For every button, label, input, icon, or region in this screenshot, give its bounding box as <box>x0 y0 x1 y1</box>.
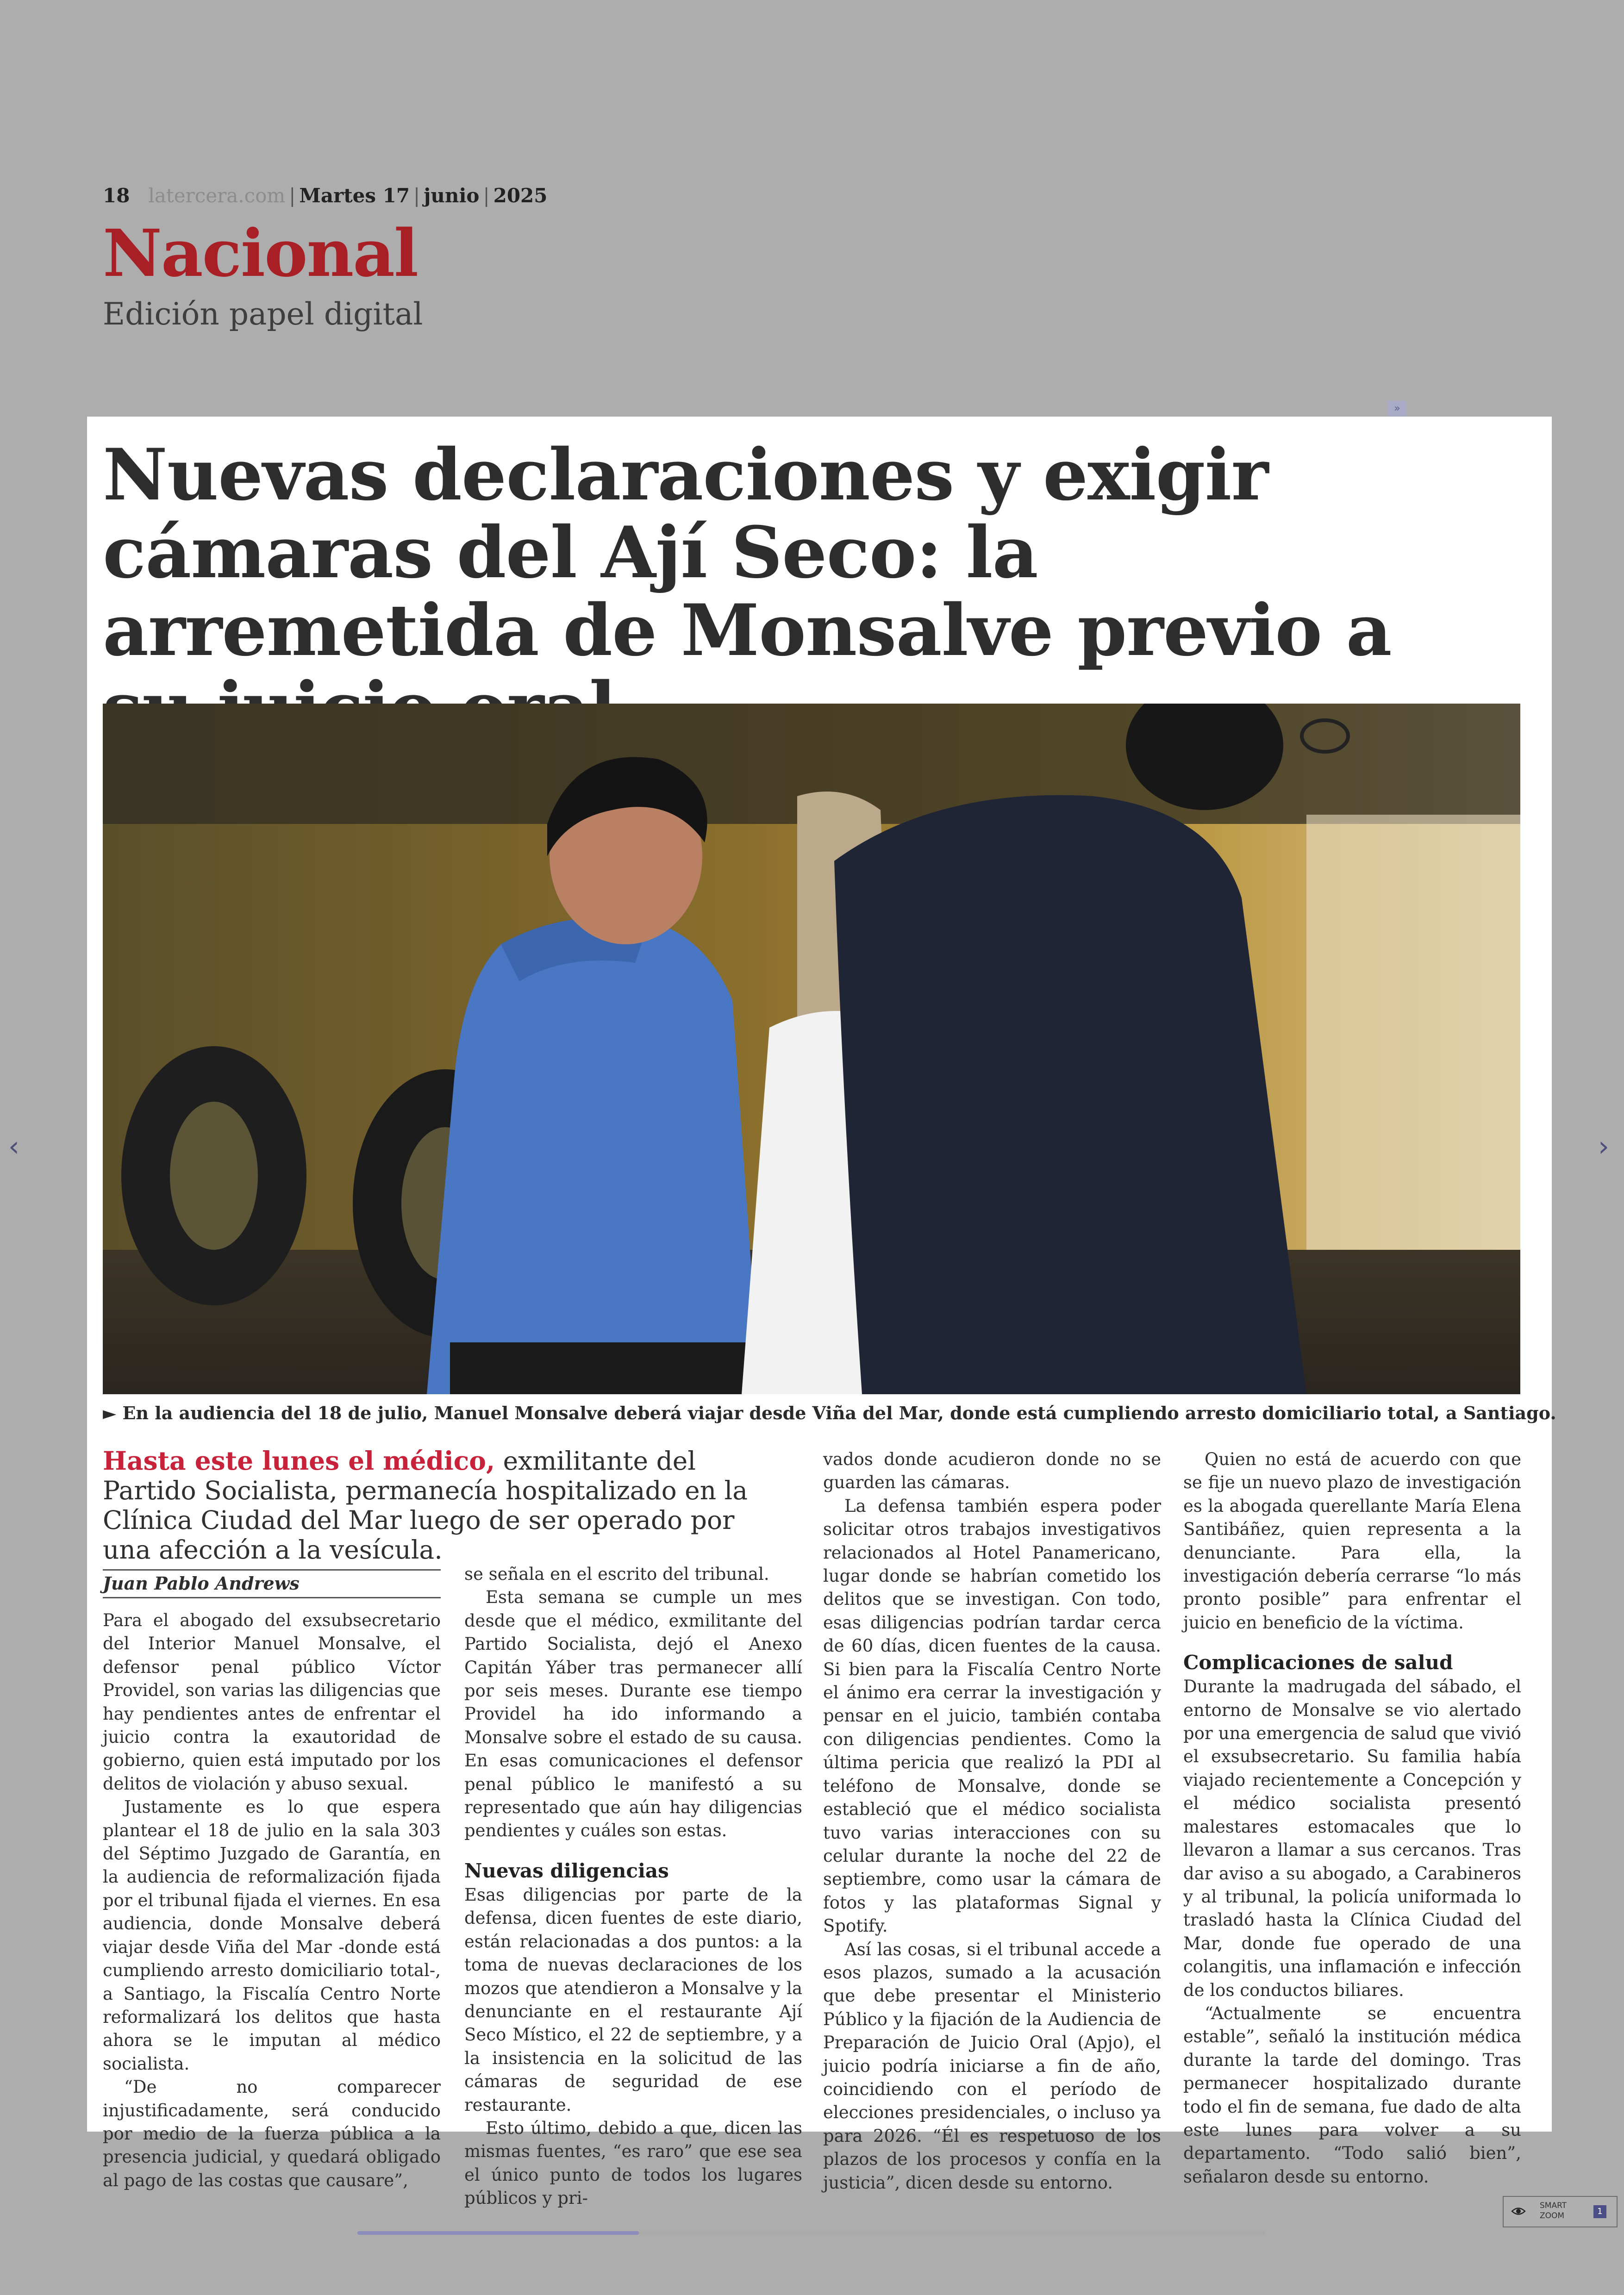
year: 2025 <box>493 184 548 207</box>
article-column-2 <box>464 1563 802 2210</box>
headline: Nuevas declaraciones y exigir cámaras del Ají Seco: la arremetida de Monsalve previo a <box>103 433 1392 672</box>
paragraph: “De no comparecer injustificadamente, será conducido por medio de la fuerza pública a la presencia judicial, y quedará obligado al pago de las costas que causare”, <box>103 2077 441 2190</box>
photo-caption: ► En la audiencia del 18 de julio, Manuel Monsalve deberá viajar desde Viña del Mar, donde está cumpliendo arresto domiciliario total, a Santiago. <box>103 1403 1556 1423</box>
paragraph: se señala en el escrito del tribunal. <box>464 1564 769 1584</box>
paragraph: Esto último, debido a que, dicen las mismas fuentes, “es raro” que ese sea el único punto de todos los lugares públicos y pri- <box>464 2118 802 2208</box>
lead-highlight: Hasta este lunes el médico, <box>103 1446 495 1476</box>
photo-illustration <box>103 704 1520 1394</box>
paragraph: Quien no está de acuerdo con que se fije un nuevo plazo de investigación es la abogada querellante María Elena Santibáñez, quien representa a la denunciante. Para ella, la investigación debería cerrarse “lo más pronto posible” para enfrentar el juicio en beneficio de la víctima. <box>1183 1449 1521 1633</box>
article-column-1 <box>103 1609 441 2192</box>
eye-icon <box>1511 2204 1526 2218</box>
smart-zoom-button[interactable] <box>1503 2196 1618 2227</box>
article-photo <box>103 704 1520 1394</box>
byline-rule-bottom <box>103 1597 441 1598</box>
byline: Juan Pablo Andrews <box>103 1573 300 1594</box>
byline-rule-top <box>103 1569 441 1571</box>
subheading-nuevas-diligencias: Nuevas diligencias <box>464 1859 669 1882</box>
article-column-3 <box>823 1448 1161 2195</box>
progress-fill <box>357 2231 639 2235</box>
zoom-label-line-1: SMART <box>1540 2201 1567 2210</box>
zoom-label-line-2: ZOOM <box>1540 2211 1565 2220</box>
paragraph: Esas diligencias por parte de la defensa, dicen fuentes de este diario, están relacionadas a dos puntos: a la toma de nuevas declaraciones de los mozos que atendieron a Monsalve y la denunciante en el restaurante Ají Seco Místico, el 22 de septiembre, y a la insistencia en la solicitud de las cámaras de seguridad de ese restaurante. <box>464 1884 802 2115</box>
article-column-4 <box>1183 1448 1521 2189</box>
page-header <box>103 184 548 207</box>
page-indicator-badge: 1 <box>1593 2205 1606 2218</box>
paragraph: Esta semana se cumple un mes desde que el médico, exmilitante del Partido Socialista, dejó el Anexo Capitán Yáber tras permanecer allí por seis meses. Durante ese tiempo Providel ha ido informando a Monsalve sobre el estado de su causa. En esas comunicaciones el defensor penal público le manifestó a su representado que aún hay diligencias pendientes y cuáles son estas. <box>464 1587 802 1841</box>
paragraph: Durante la madrugada del sábado, el entorno de Monsalve se vio alertado por una emergencia de salud que vivió el exsubsecretario. Su familia había viajado recientemente a Concepción y el médico socialista presentó malestares estomacales que lo llevaron a llamar a sus cercanos. Tras dar aviso a su abogado, a Carabineros y al tribunal, la policía uniformada lo trasladó hasta la Clínica Ciudad del Mar, donde fue operado de una colangitis, una inflamación e infección de los conductos biliares. <box>1183 1677 1521 2000</box>
section-title: Nacional <box>103 216 418 292</box>
smart-zoom-label <box>1540 2201 1567 2221</box>
paragraph: Justamente es lo que espera plantear el 18 de julio en la sala 303 del Séptimo Juzgado de Garantía, en la audiencia de reformalización fijada por el tribunal fijada el viernes. En esa audiencia, donde Monsalve deberá viajar desde Viña del Mar -donde está cumpliendo arresto domiciliario total-, a Santiago, la Fiscalía Centro Norte reformalizará los delitos que hasta ahora se le imputan al médico socialista. <box>103 1797 441 2074</box>
lead-text: exmilitante del Partido Socialista, permanecía hospitalizado en la Clínica Ciudad del Mar luego de ser operado por una afección a la vesícula. <box>103 1446 748 1565</box>
prev-page-chevron-left-icon[interactable]: ‹ <box>8 1130 19 1163</box>
site-name: latercera.com <box>148 184 286 207</box>
paragraph: Así las cosas, si el tribunal accede a esos plazos, sumado a la acusación que debe presentar el Ministerio Público y la fijación de la Audiencia de Preparación de Juicio Oral (Apjo), el juicio podría iniciarse a fin de año, coincidiendo con el período de elecciones presidenciales, o incluso ya para 2026. “Él es respetuoso de los plazos de los procesos y confía en la justicia”, dicen desde su entorno. <box>823 1939 1161 2193</box>
edition-label: Edición papel digital <box>103 296 423 332</box>
next-page-chevron-right-icon[interactable]: › <box>1598 1130 1609 1163</box>
article-sheet <box>87 417 1556 2208</box>
paragraph: vados donde acudieron donde no se guarden las cámaras. <box>823 1449 1161 1493</box>
article-lead <box>103 1446 751 1565</box>
page-progress-bar[interactable] <box>357 2231 1265 2235</box>
paragraph: La defensa también espera poder solicitar otros trabajos investigativos relacionados al Hotel Panamericano, lugar donde se habrían cometido los delitos que se investigan. Con todo, esas diligencias podrían tardar cerca de 60 días, dicen fuentes de la causa. Si bien para la Fiscalía Centro Norte el ánimo era cerrar la investigación y pensar en el juicio, también contaba con diligencias pendientes. Como la última pericia que realizó la PDI al teléfono de Monsalve, donde se estableció que el médico socialista tuvo varias interacciones con su celular durante la noche del 22 de septiembre, como usar la cámara de fotos y las plataformas Signal y Spotify. <box>823 1496 1161 1936</box>
day: Martes 17 <box>299 184 410 207</box>
month: junio <box>424 184 480 207</box>
paragraph: Para el abogado del exsubsecretario del Interior Manuel Monsalve, el defensor penal público Víctor Providel, son varias las diligencias que hay pendientes antes de enfrentar el juicio contra la exautoridad de gobierno, quien está imputado por los delitos de violación y abuso sexual. <box>103 1610 441 1794</box>
page-number: 18 <box>103 184 130 207</box>
dateline: 18 latercera.com | Martes 17 | junio | 2025 <box>103 184 548 207</box>
page-marker[interactable]: » <box>1388 401 1406 417</box>
subheading-complicaciones-de-salud: Complicaciones de salud <box>1183 1651 1453 1674</box>
paragraph: “Actualmente se encuentra estable”, señaló la institución médica durante la tarde del domingo. Tras permanecer hospitalizado durante todo el fin de semana, fue dado de alta este lunes para volver a su departamento. “Todo salió bien”, señalaron desde su entorno. <box>1183 2003 1521 2187</box>
